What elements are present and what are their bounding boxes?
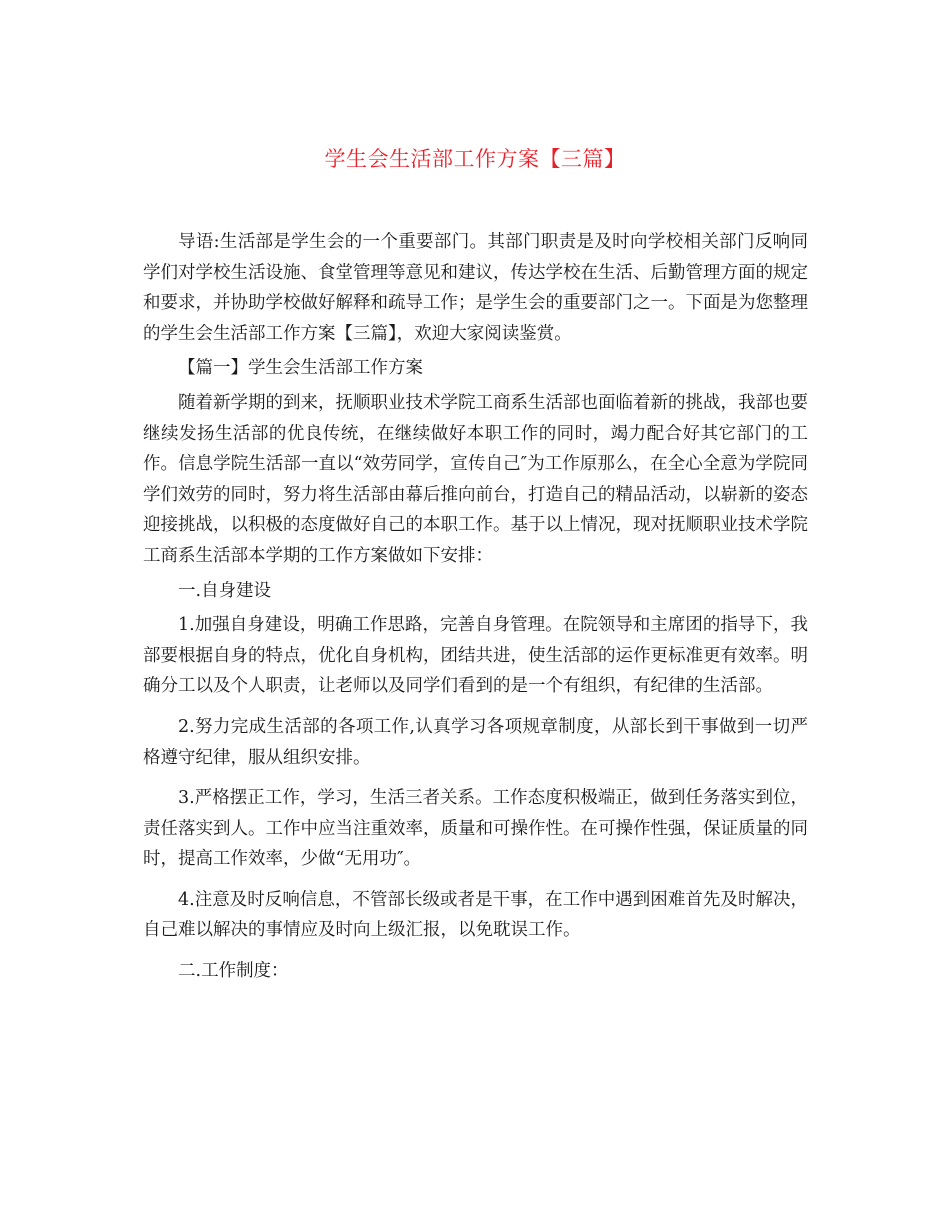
subsection-heading: 二.工作制度： [178,961,289,982]
list-item-2: 2.努力完成生活部的各项工作,认真学习各项规章制度，从部长到干事做到一切严格遵守纪律，服从组织安排。 [143,716,808,768]
list-item-1: 1.加强自身建设，明确工作思路，完善自身管理。在院领导和主席团的指导下，我部要根据自身的特点，优化自身机构，团结共进，使生活部的运作更标准更有效率。明确分工以及个人职责，让老师以及同学们看到的是一个有组织，有纪律的生活部。 [143,615,808,697]
body-paragraph: 随着新学期的到来，抚顺职业技术学院工商系生活部也面临着新的挑战，我部也要继续发扬生活部的优良传统，在继续做好本职工作的同时，竭力配合好其它部门的工作。信息学院生活部一直以“效劳同学，宣传自己″为工作原那么，在全心全意为学院同学们效劳的同时，努力将生活部由幕后推向前台，打造自己的精品活动，以崭新的姿态迎接挑战，以积极的态度做好自己的本职工作。基于以上情况，现对抚顺职业技术学院工商系生活部本学期的工作方案做如下安排： [143,392,808,566]
intro-paragraph: 导语:生活部是学生会的一个重要部门。其部门职责是及时向学校相关部门反响同学们对学校生活设施、食堂管理等意见和建议，传达学校在生活、后勤管理方面的规定和要求，并协助学校做好解释和疏导工作；是学生会的重要部门之一。下面是为您整理的学生会生活部工作方案【三篇】，欢迎大家阅读鉴赏。 [143,232,808,344]
document-title: 学生会生活部工作方案【三篇】 [324,147,626,171]
section-heading: 【篇一】学生会生活部工作方案 [178,358,423,379]
list-item-4: 4.注意及时反响信息，不管部长级或者是干事，在工作中遇到困难首先及时解决，自己难以解决的事情应及时向上级汇报，以免耽误工作。 [143,889,808,941]
list-item-3: 3.严格摆正工作，学习，生活三者关系。工作态度积极端正，做到任务落实到位，责任落实到人。工作中应当注重效率，质量和可操作性。在可操作性强，保证质量的同时，提高工作效率，少做“无用功″。 [143,788,808,870]
document-body [143,227,808,987]
subsection-heading: 一.自身建设 [178,580,272,601]
